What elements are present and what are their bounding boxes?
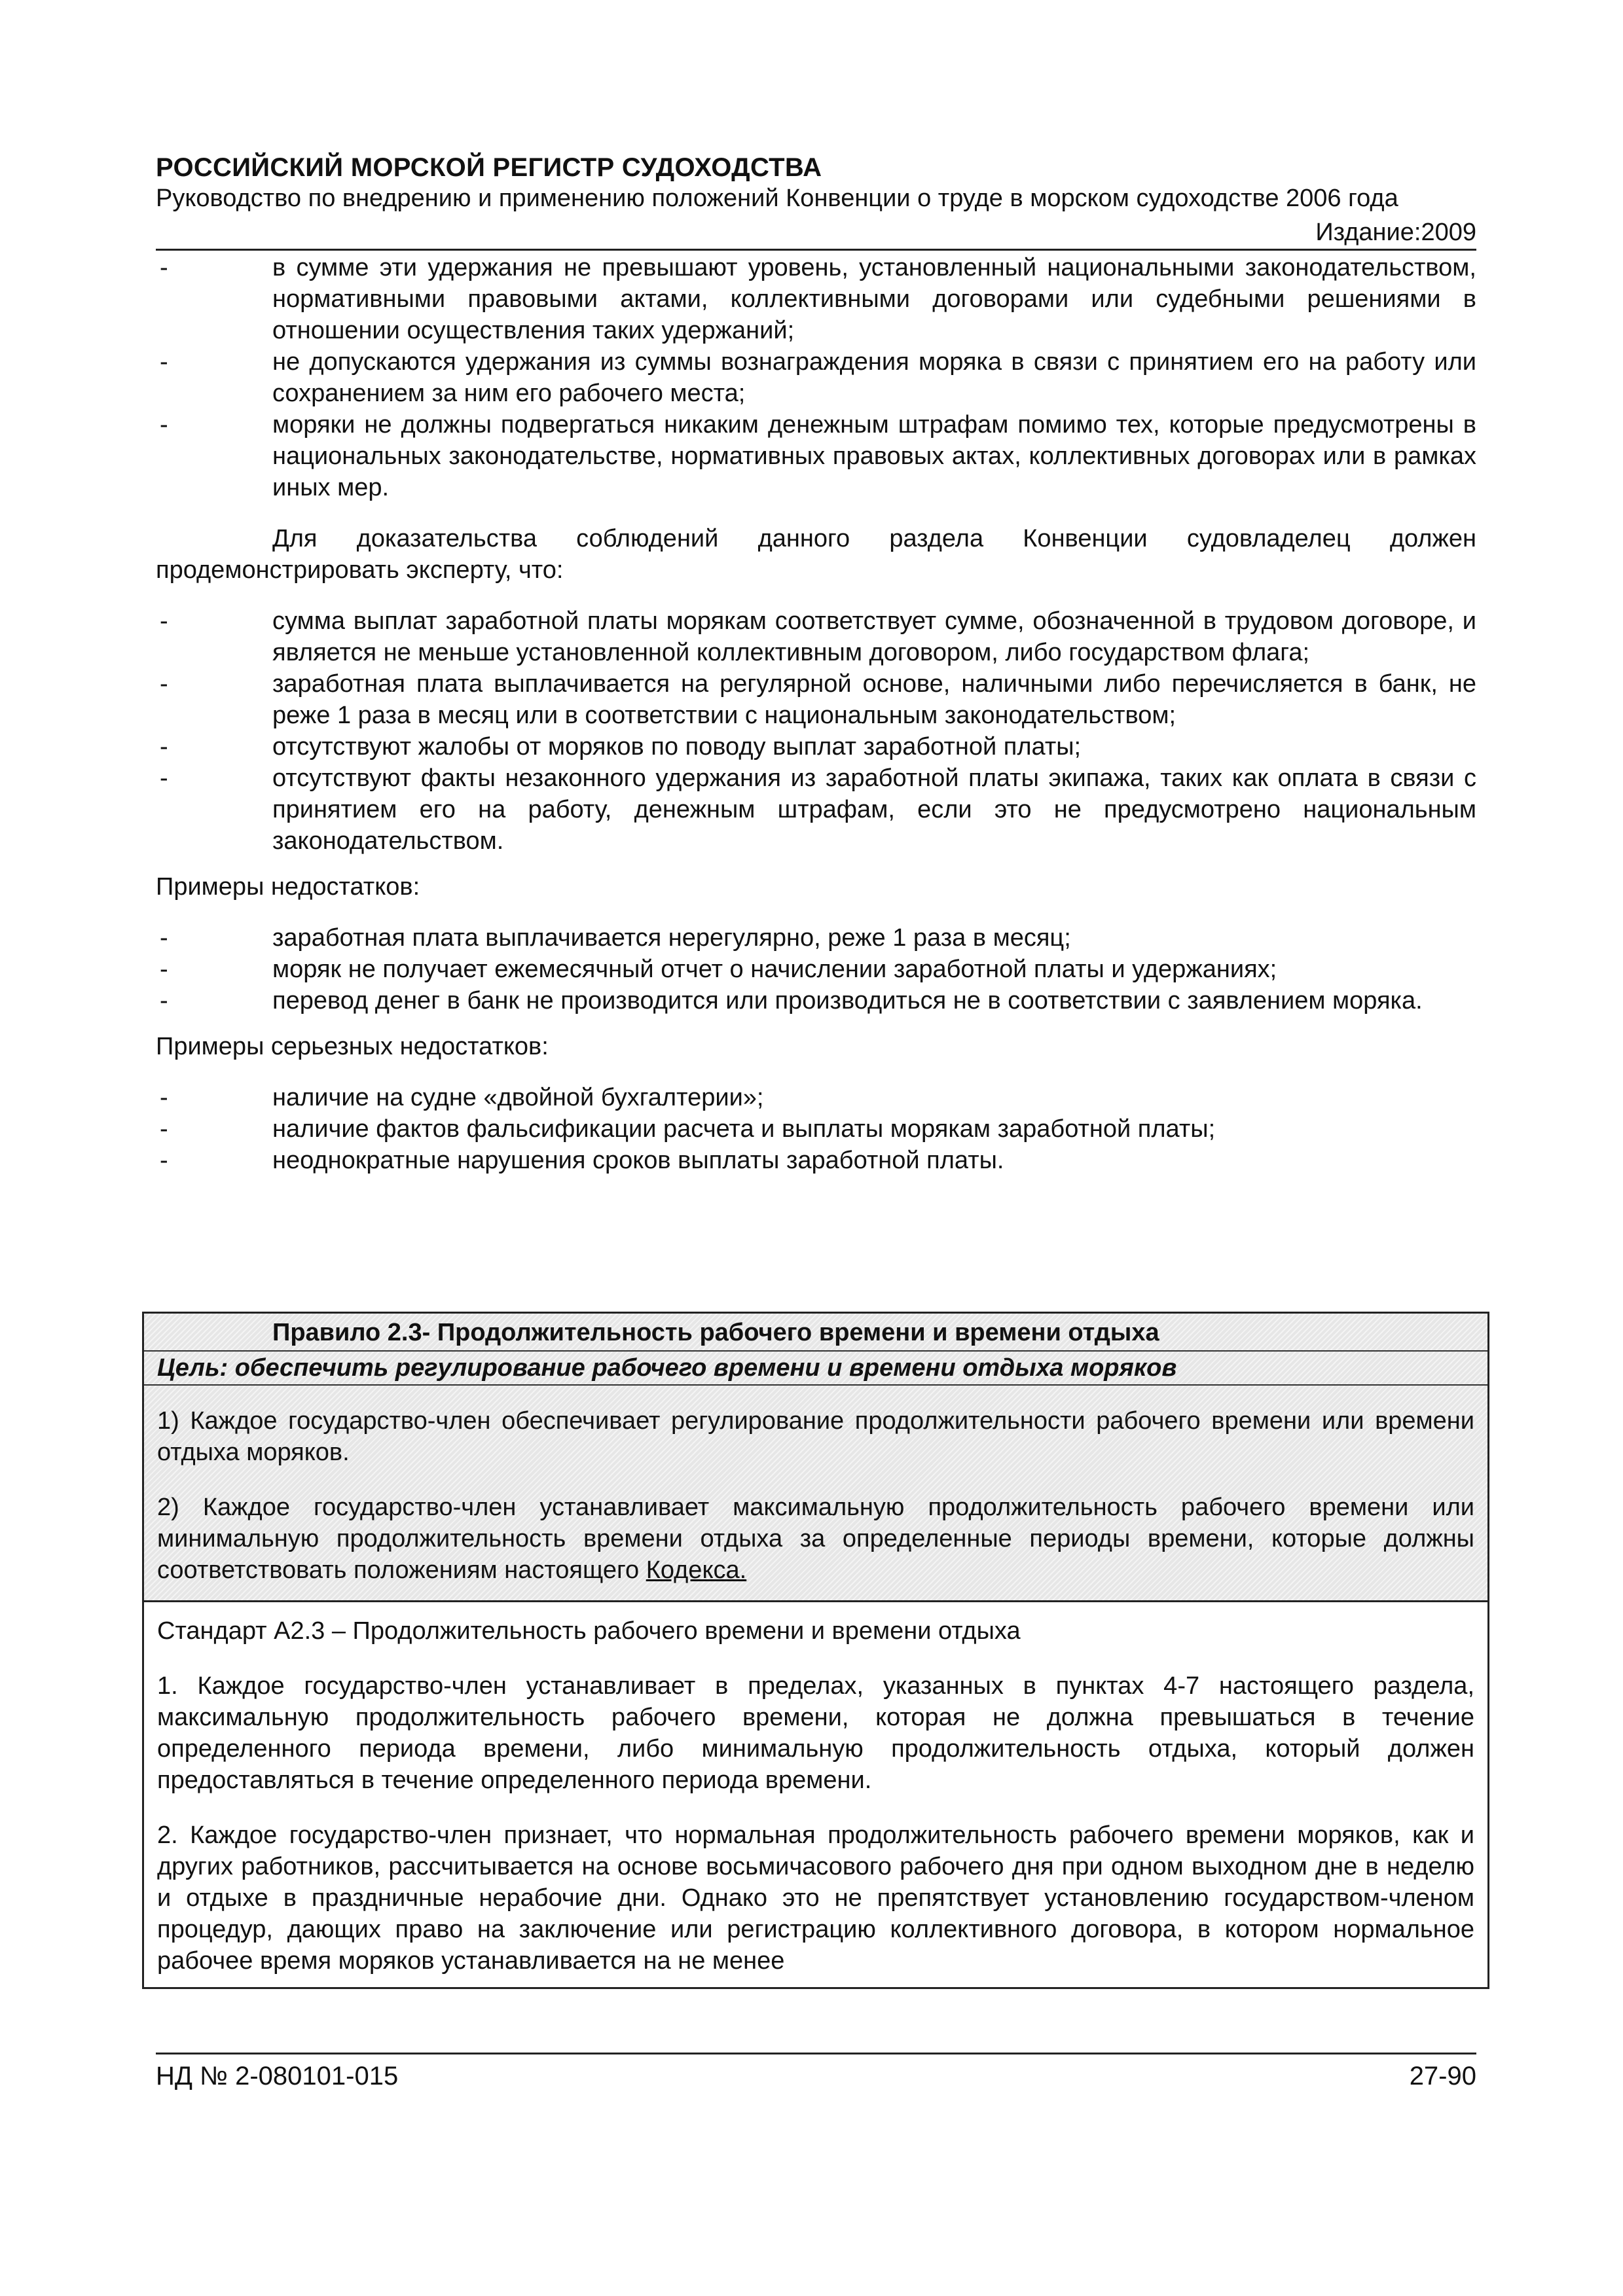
bullet-dash: - (160, 1115, 168, 1143)
header-subtitle: Руководство по внедрению и применению положений Конвенции о труде в морском судоходстве 2006 года (156, 185, 1398, 212)
footer-page-number: 27-90 (1409, 2062, 1476, 2090)
page-content (156, 152, 1476, 1176)
list-item-text: неоднократные нарушения сроков выплаты заработной платы. (272, 1147, 1004, 1174)
bullet-dash: - (160, 670, 168, 698)
bullet-dash: - (160, 254, 168, 281)
list-item (156, 252, 1476, 346)
list-item (156, 922, 1476, 954)
list-item-text: моряки не должны подвергаться никаким денежным штрафам помимо тех, которые предусмотрены в национальных законодательстве, нормативных правовых актах, коллективных договорах или в рамках иных мер. (272, 411, 1476, 501)
header-edition: Издание:2009 (156, 217, 1476, 251)
bullet-list-serious-deficiencies (156, 1082, 1476, 1176)
rule-paragraph-1: 1) Каждое государство-член обеспечивает регулирование продолжительности рабочего времени или времени отдыха моряков. (157, 1407, 1474, 1466)
list-item-text: заработная плата выплачивается на регулярной основе, наличными либо перечисляется в банк, не реже 1 раза в месяц или в соответствии с национальным законодательством; (272, 670, 1476, 729)
list-item-text: перевод денег в банк не производится или производиться не в соответствии с заявлением моряка. (272, 987, 1423, 1014)
bullet-dash: - (160, 924, 168, 952)
bullet-dash: - (160, 764, 168, 792)
list-item (156, 346, 1476, 409)
rule-section (144, 1314, 1487, 1600)
footer-divider (156, 2053, 1476, 2054)
list-item-text: заработная плата выплачивается нерегулярно, реже 1 раза в месяц; (272, 924, 1071, 952)
footer-document-number: НД № 2-080101-015 (156, 2062, 399, 2090)
list-item-text: не допускаются удержания из суммы вознаграждения моряка в связи с принятием его на работу или сохранением за ним его рабочего места; (272, 348, 1476, 407)
list-item (156, 1113, 1476, 1145)
standard-section (144, 1600, 1487, 1987)
rule-title: Правило 2.3- Продолжительность рабочего времени и времени отдыха (144, 1314, 1487, 1352)
bullet-list-deductions (156, 252, 1476, 503)
bullet-dash: - (160, 411, 168, 439)
bullet-dash: - (160, 987, 168, 1014)
serious-examples-title: Примеры серьезных недостатков: (156, 1033, 549, 1060)
list-item-text: моряк не получает ежемесячный отчет о начислении заработной платы и удержаниях; (272, 956, 1277, 983)
bullet-dash: - (160, 607, 168, 635)
list-item-text: сумма выплат заработной платы морякам соответствует сумме, обозначенной в трудовом договоре, и является не меньше установленной коллективным договором, либо государством флага; (272, 607, 1476, 666)
code-link[interactable]: Кодекса. (646, 1556, 747, 1584)
paragraph-compliance: Для доказательства соблюдений данного раздела Конвенции судовладелец должен продемонстрировать эксперту, что: (156, 525, 1476, 584)
bullet-dash: - (160, 956, 168, 983)
list-item (156, 731, 1476, 762)
list-item (156, 668, 1476, 731)
standard-paragraph-2: 2. Каждое государство-член признает, что нормальная продолжительность рабочего времени моряков, как и других работников, рассчитывается на основе восьмичасового рабочего дня при одном выходном дне в неделю и отдыхе в праздничные нерабочие дни. Однако это не препятствует установлению государством-членом процедур, дающих право на заключение или регистрацию коллективного договора, в котором нормальное рабочее время моряков устанавливается на не менее (157, 1821, 1474, 1975)
header-organization: РОССИЙСКИЙ МОРСКОЙ РЕГИСТР СУДОХОДСТВА (156, 153, 822, 182)
list-item-text: отсутствуют факты незаконного удержания из заработной платы экипажа, таких как оплата в связи с принятием его на работу, денежным штрафам, если это не предусмотрено национальным законодательством. (272, 764, 1476, 855)
rule-body (144, 1384, 1487, 1600)
list-item (156, 954, 1476, 985)
standard-title: Стандарт А2.3 – Продолжительность рабочего времени и времени отдыха (157, 1617, 1021, 1645)
list-item (156, 762, 1476, 857)
bullet-list-deficiencies (156, 922, 1476, 1016)
bullet-list-compliance (156, 605, 1476, 857)
regulation-box (142, 1312, 1489, 1989)
list-item-text: наличие фактов фальсификации расчета и выплаты морякам заработной платы; (272, 1115, 1216, 1143)
list-item-text: наличие на судне «двойной бухгалтерии»; (272, 1084, 764, 1111)
bullet-dash: - (160, 1084, 168, 1111)
list-item-text: в сумме эти удержания не превышают уровень, установленный национальными законодательством, нормативными правовыми актами, коллективными договорами или судебными решениями в отношении осуществления таких удержаний; (272, 254, 1476, 344)
bullet-dash: - (160, 1147, 168, 1174)
list-item (156, 985, 1476, 1016)
list-item-text: отсутствуют жалобы от моряков по поводу выплат заработной платы; (272, 733, 1082, 761)
standard-paragraph-1: 1. Каждое государство-член устанавливает в пределах, указанных в пунктах 4-7 настоящего раздела, максимальную продолжительность рабочего времени, которая не должна превышаться в течение определенного периода времени, либо минимальную продолжительность отдыха, который должен предоставляться в течение определенного периода времени. (157, 1672, 1474, 1794)
bullet-dash: - (160, 348, 168, 376)
list-item (156, 1145, 1476, 1176)
bullet-dash: - (160, 733, 168, 761)
rule-paragraph-2 (157, 1492, 1474, 1586)
rule-paragraph-2-text: 2) Каждое государство-член устанавливает максимальную продолжительность рабочего времени или минимальную продолжительность времени отдыха за определенные периоды времени, которые должны соответствовать положениям настоящего (157, 1494, 1474, 1584)
list-item (156, 1082, 1476, 1113)
rule-goal: Цель: обеспечить регулирование рабочего времени и времени отдыха моряков (157, 1354, 1177, 1382)
list-item (156, 605, 1476, 668)
examples-title: Примеры недостатков: (156, 873, 420, 901)
list-item (156, 409, 1476, 503)
